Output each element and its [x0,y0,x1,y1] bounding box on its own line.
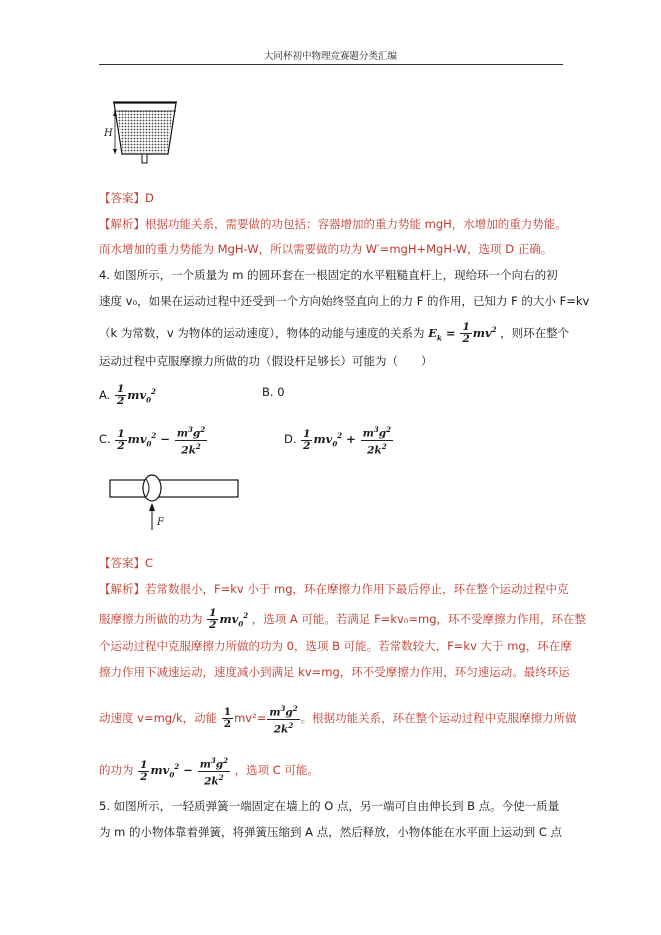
header-divider [99,64,563,65]
q4-stem-line-4: 运动过程中克服摩擦力所做的功（假设杆足够长）可能为（ ） [99,354,433,368]
option-b: B. 0 [262,385,285,399]
option-c: C. $\frac{1}{2}$ $mv_0^2$ − $\frac{m^3g^2}{2k^2}$ [99,425,206,456]
q5-stem-line-2: 为 m 的小物体靠着弹簧，将弹簧压缩到 A 点，然后释放，小物体能在水平面上运动到 C 点 [99,825,563,839]
q4-analysis-line-3: 个运动过程中克服摩擦力所做的功为 0，选项 B 可能。若常数较大，F=kv 大于 mg，环在摩 [99,639,572,653]
q3-answer-value: D [145,191,154,205]
q4-answer-value: C [145,556,154,570]
q4-answer [99,555,153,571]
rod-ring-figure [106,468,242,534]
q3-answer-label: 【答案】 [99,191,145,205]
option-a: A. $\frac{1}{2}$ $mv_0^2$ [99,383,156,408]
q3-answer [99,190,154,206]
q3-analysis-label: 【解析】 [99,217,145,231]
q3-analysis-line-2: 而水增加的重力势能为 MgH-W，所以需要做的功为 W′=mgH+MgH-W，选项 D 正确。 [99,242,553,256]
q5-stem-line-1: 5. 如图所示，一轻质弹簧一端固定在墙上的 O 点，另一端可自由伸长到 B 点。今使一质量 [99,799,560,813]
q4-analysis-line-6: 的功为 $\frac{1}{2}$ $mv_0^2$ − $\frac{m^3g^2}{2k^2}$ ，选项 C 可能。 [99,756,319,787]
q4-analysis-line-2: 服摩擦力所做的功为 $\frac{1}{2}$ $mv_0^2$ ，选项 A 可能。若满足 F=kv₀=mg，环不受摩擦力作用，环在整 [99,607,587,632]
q4-analysis-line-5: 动速度 v=mg/k，动能 $\frac{1}{2}$ mv²= $\frac{m^3g^2}{2k^2}$ 。根据功能关系，环在整个运动过程中克服摩擦力所做 [99,704,577,735]
height-label-h: H [104,128,113,139]
kinetic-energy-formula: $E_k$ = $\frac{1}{2}$ $mv^2$ [428,321,497,346]
q4-stem-line-1: 4. 如图所示，一个质量为 m 的圆环套在一根固定的水平粗糙直杆上，现给环一个向右的初 [99,268,558,282]
q4-answer-label: 【答案】 [99,556,145,570]
q3-analysis-line-1: 【解析】根据功能关系，需要做的功包括：容器增加的重力势能 mgH，水增加的重力势能。 [99,217,567,231]
q4-stem-line-3: （k 为常数，v 为物体的运动速度），物体的动能与速度的关系为 $E_k$ = $\frac{1}{2}$ $mv^2$ ，则环在整个 [99,321,570,346]
option-d: D. $\frac{1}{2}$ $mv_0^2$ + $\frac{m^3g^2}{2k^2}$ [284,425,391,456]
q4-analysis-line-1: 【解析】若常数很小，F=kv 小于 mg，环在摩擦力作用下最后停止，环在整个运动过程中克 [99,582,569,596]
q4-stem-line-2: 速度 v₀，如果在运动过程中还受到一个方向始终竖直向上的力 F 的作用，已知力 F 的大小 F=kv [99,294,590,308]
q4-analysis-line-4: 擦力作用下减速运动，速度减小到满足 kv=mg，环不受摩擦力作用，环匀速运动。最终环运 [99,665,570,679]
q4-analysis-label: 【解析】 [99,582,145,596]
force-label-f: F [157,517,164,528]
page-header: 大同杯初中物理竞赛题分类汇编 [263,51,397,62]
